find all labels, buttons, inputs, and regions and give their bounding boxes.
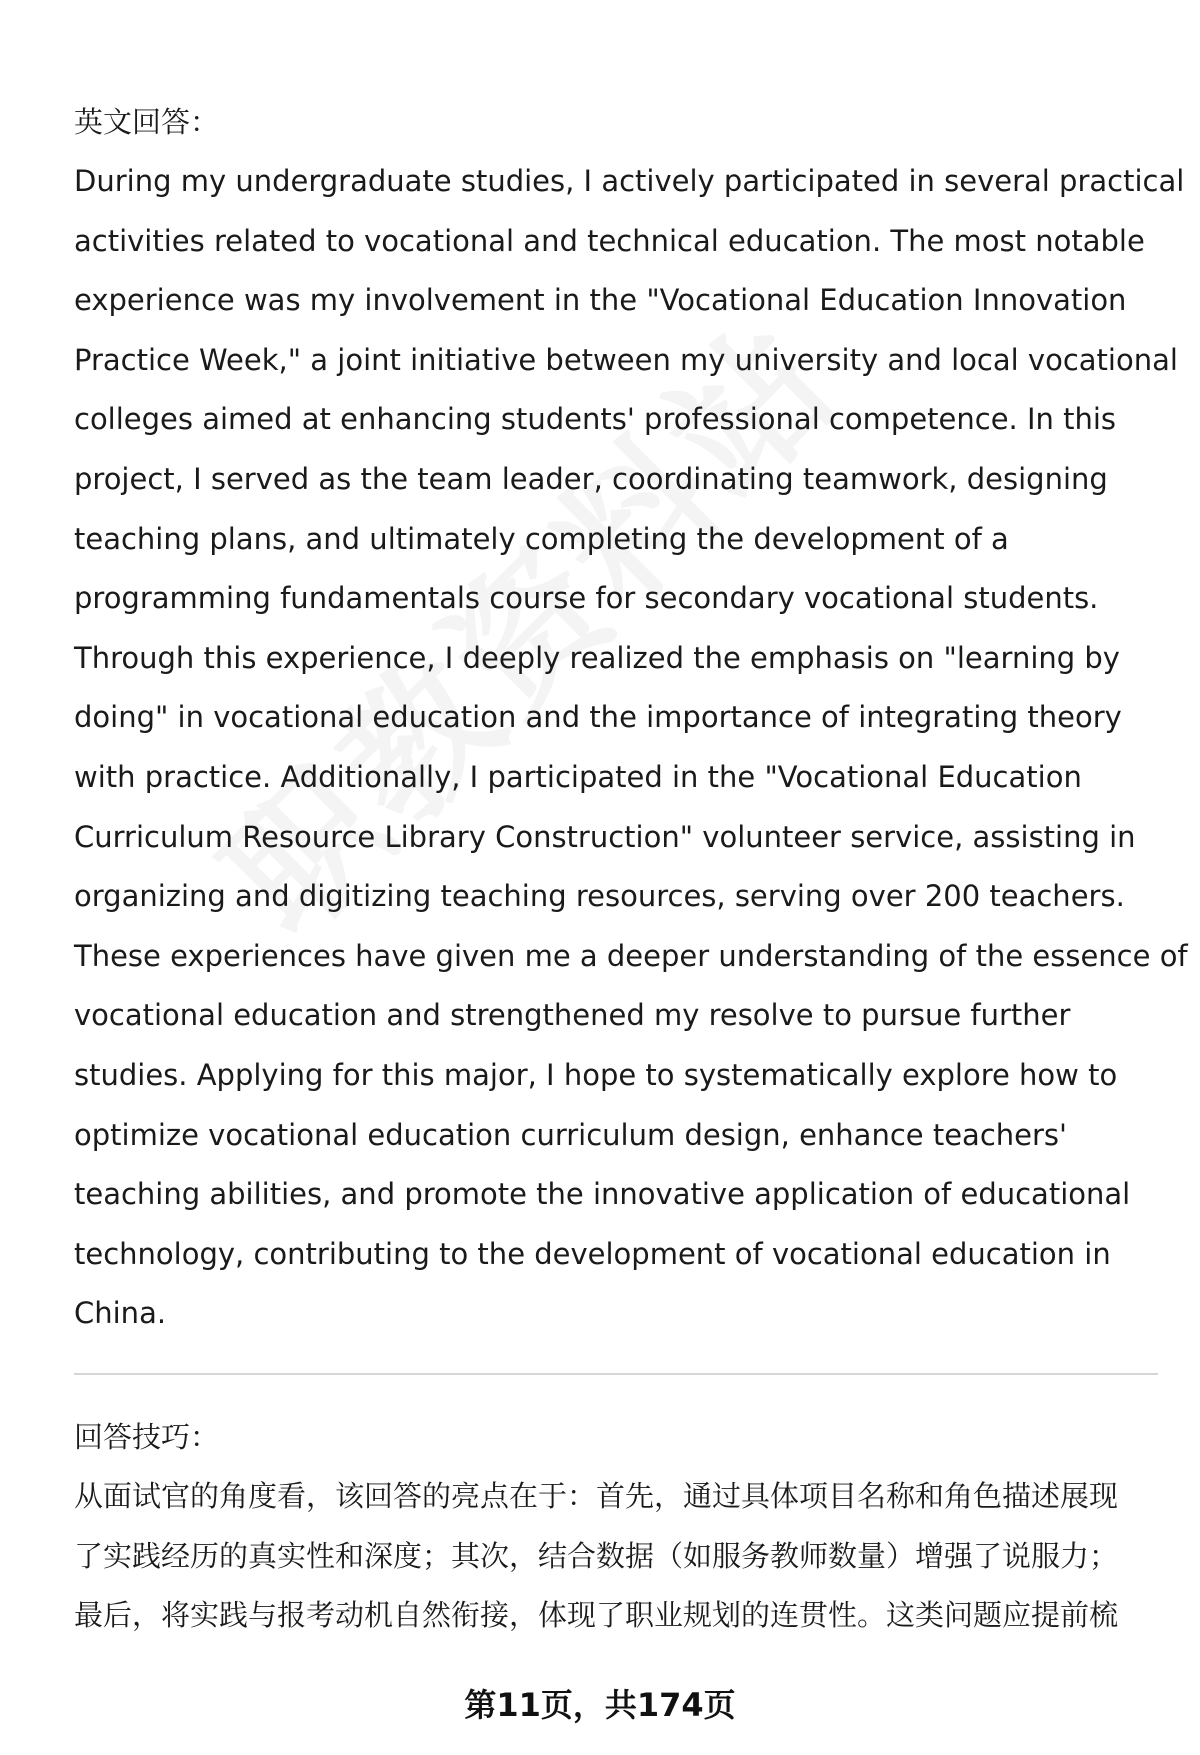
text-line: experience was my involvement in the "Vocational Education Innovation xyxy=(74,283,1127,318)
answer-tips-body xyxy=(74,1467,1164,1646)
english-answer-body xyxy=(74,152,1188,1344)
page-number: 第11页，共174页 xyxy=(464,1686,736,1724)
text-line: teaching plans, and ultimately completing the development of a xyxy=(74,521,1009,556)
text-line: optimize vocational education curriculum design, enhance teachers' xyxy=(74,1117,1067,1152)
text-line: Curriculum Resource Library Construction" volunteer service, assisting in xyxy=(74,819,1136,854)
section-divider xyxy=(74,1373,1158,1375)
text-line: project, I served as the team leader, coordinating teamwork, designing xyxy=(74,461,1108,496)
text-line: doing" in vocational education and the importance of integrating theory xyxy=(74,700,1122,735)
answer-tips-label: 回答技巧： xyxy=(74,1420,220,1454)
text-line: organizing and digitizing teaching resources, serving over 200 teachers. xyxy=(74,879,1125,914)
text-line: Through this experience, I deeply realized the emphasis on "learning by xyxy=(74,640,1120,675)
english-answer-label: 英文回答： xyxy=(74,105,220,139)
text-line: vocational education and strengthened my resolve to pursue further xyxy=(74,998,1071,1033)
text-line: China. xyxy=(74,1296,167,1331)
text-line: studies. Applying for this major, I hope to systematically explore how to xyxy=(74,1057,1118,1092)
text-line: 最后，将实践与报考动机自然衔接，体现了职业规划的连贯性。这类问题应提前梳 xyxy=(74,1598,1119,1633)
text-line: teaching abilities, and promote the innovative application of educational xyxy=(74,1177,1131,1212)
text-line: Practice Week," a joint initiative between my university and local vocational xyxy=(74,342,1178,377)
text-line: technology, contributing to the development of vocational education in xyxy=(74,1236,1111,1271)
text-line: During my undergraduate studies, I actively participated in several practical xyxy=(74,164,1185,198)
text-line: colleges aimed at enhancing students' professional competence. In this xyxy=(74,402,1117,437)
text-line: These experiences have given me a deeper understanding of the essence of xyxy=(74,938,1188,973)
text-line: 从面试官的角度看，该回答的亮点在于：首先，通过具体项目名称和角色描述展现 xyxy=(74,1479,1119,1513)
text-line: with practice. Additionally, I participated in the "Vocational Education xyxy=(74,759,1082,794)
text-line: programming fundamentals course for secondary vocational students. xyxy=(74,581,1099,616)
text-line: 了实践经历的真实性和深度；其次，结合数据（如服务教师数量）增强了说服力； xyxy=(74,1538,1119,1573)
text-line: activities related to vocational and technical education. The most notable xyxy=(74,223,1145,258)
